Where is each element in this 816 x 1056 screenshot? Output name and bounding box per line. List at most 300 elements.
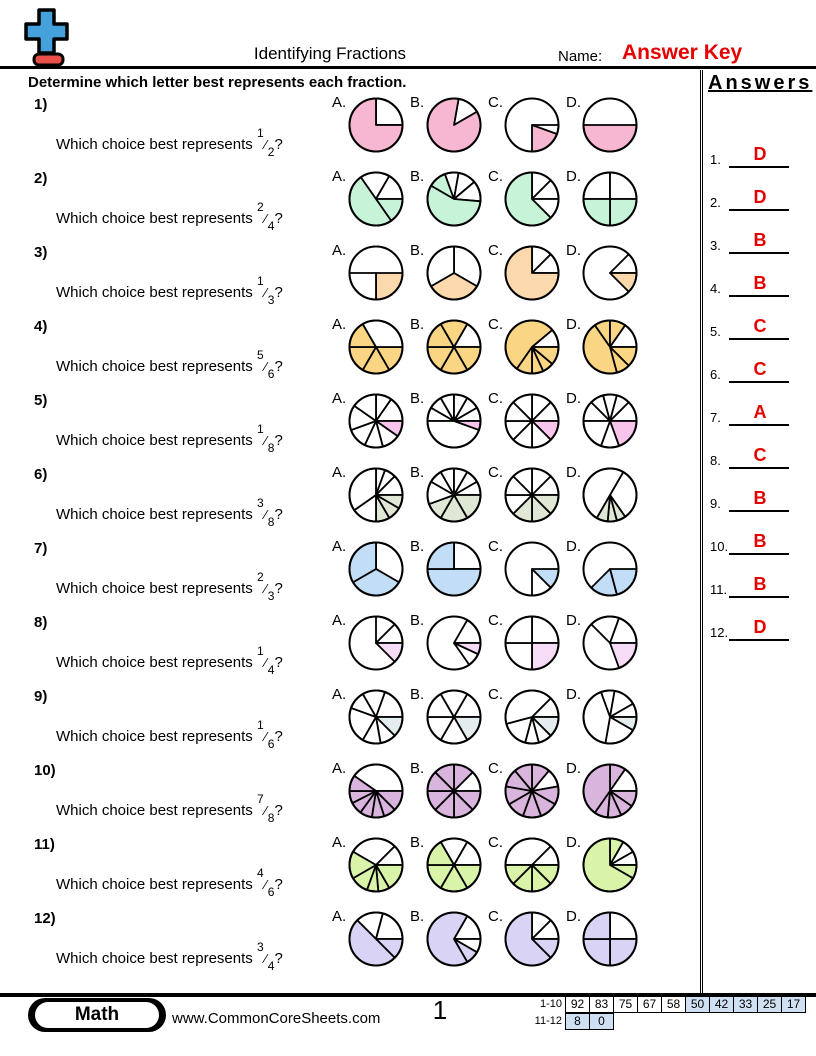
grading-row-label: 1-10 (539, 998, 562, 1010)
fraction-slash: ⁄ (264, 211, 267, 226)
name-label: Name: (558, 48, 603, 65)
pie-chart (347, 762, 405, 820)
fraction-numerator: 2 (256, 200, 264, 214)
pie-chart (503, 614, 561, 672)
choices-group (332, 756, 644, 828)
pie-chart (581, 244, 639, 302)
choice-option-a (332, 608, 410, 680)
header-divider (0, 66, 816, 69)
choice-option-a (332, 238, 410, 310)
question-mark: ? (274, 876, 283, 893)
choice-label: A. (332, 242, 347, 259)
answer-blank-line (729, 596, 789, 598)
prompt-text: Which choice best represents (56, 654, 257, 671)
choice-option-b (410, 312, 488, 384)
choice-label: D. (566, 94, 581, 111)
choice-label: D. (566, 612, 581, 629)
pie-chart (581, 688, 639, 746)
choice-label: A. (332, 686, 347, 703)
choice-option-d (566, 682, 644, 754)
choice-label: A. (332, 908, 347, 925)
choice-option-d (566, 534, 644, 606)
pie-chart (503, 170, 561, 228)
choice-label: D. (566, 168, 581, 185)
choice-label: B. (410, 168, 425, 185)
choice-option-b (410, 386, 488, 458)
answer-item (707, 519, 811, 555)
fraction-numerator: 1 (256, 274, 264, 288)
prompt-text: Which choice best represents (56, 950, 257, 967)
fraction-numerator: 4 (256, 866, 264, 880)
choices-group (332, 608, 644, 680)
question-mark: ? (274, 284, 283, 301)
answer-blank-line (729, 381, 789, 383)
choice-option-a (332, 312, 410, 384)
choice-option-d (566, 90, 644, 162)
fraction-denominator: 2 (267, 145, 275, 159)
pie-chart (503, 910, 561, 968)
fraction-numerator: 1 (256, 718, 264, 732)
grading-table-row (528, 996, 806, 1013)
question-mark: ? (274, 210, 283, 227)
question-number: 8) (34, 614, 48, 631)
answer-number: 9. (710, 496, 721, 511)
site-url: www.CommonCoreSheets.com (172, 1010, 381, 1027)
grading-score-cell: 58 (661, 996, 686, 1013)
answer-blank-line (729, 295, 789, 297)
answer-letter: C (753, 316, 767, 336)
fraction-numerator: 1 (256, 126, 264, 140)
question-prompt (56, 126, 283, 159)
choice-label: B. (410, 316, 425, 333)
subject-badge (28, 998, 166, 1032)
pie-chart (425, 170, 483, 228)
choices-group (332, 534, 644, 606)
fraction-numerator: 7 (256, 792, 264, 806)
choice-label: C. (488, 686, 503, 703)
answers-panel (700, 70, 816, 993)
choice-label: A. (332, 760, 347, 777)
fraction-numerator: 5 (256, 348, 264, 362)
choice-label: B. (410, 686, 425, 703)
choice-option-c (488, 682, 566, 754)
answer-item (707, 347, 811, 383)
choices-group (332, 830, 644, 902)
pie-chart (425, 466, 483, 524)
choice-option-c (488, 312, 566, 384)
grading-score-cell: 67 (637, 996, 662, 1013)
choice-option-a (332, 904, 410, 976)
question-row (0, 904, 700, 978)
fraction-denominator: 3 (267, 589, 275, 603)
answer-number: 11. (710, 582, 728, 597)
question-number: 4) (34, 318, 48, 335)
prompt-text: Which choice best represents (56, 432, 257, 449)
answer-item (707, 605, 811, 641)
choices-group (332, 682, 644, 754)
question-prompt (56, 644, 283, 677)
answer-item (707, 433, 811, 469)
choice-label: A. (332, 834, 347, 851)
fraction-denominator: 3 (267, 293, 275, 307)
choice-option-a (332, 460, 410, 532)
question-number: 12) (34, 910, 56, 927)
question-mark: ? (274, 728, 283, 745)
choice-label: C. (488, 908, 503, 925)
answer-blank-line (729, 209, 789, 211)
answer-item (707, 390, 811, 426)
fraction-slash: ⁄ (264, 951, 267, 966)
pie-chart (581, 170, 639, 228)
choice-label: A. (332, 316, 347, 333)
prompt-text: Which choice best represents (56, 728, 257, 745)
answer-number: 5. (710, 324, 721, 339)
pie-chart (347, 836, 405, 894)
fraction-slash: ⁄ (264, 507, 267, 522)
pie-chart (581, 540, 639, 598)
question-number: 7) (34, 540, 48, 557)
prompt-text: Which choice best represents (56, 358, 257, 375)
choice-label: B. (410, 538, 425, 555)
choice-option-a (332, 386, 410, 458)
fraction-denominator: 6 (267, 737, 275, 751)
question-mark: ? (274, 654, 283, 671)
answer-letter: C (753, 445, 767, 465)
grading-score-cell: 17 (781, 996, 806, 1013)
choice-option-b (410, 608, 488, 680)
choice-option-b (410, 756, 488, 828)
choice-option-c (488, 608, 566, 680)
choice-label: C. (488, 612, 503, 629)
answer-number: 8. (710, 453, 721, 468)
choice-option-a (332, 90, 410, 162)
choice-option-c (488, 830, 566, 902)
fraction-denominator: 4 (267, 219, 275, 233)
fraction-slash: ⁄ (264, 803, 267, 818)
choice-label: B. (410, 908, 425, 925)
answer-item (707, 304, 811, 340)
fraction-denominator: 6 (267, 367, 275, 381)
choice-label: C. (488, 390, 503, 407)
prompt-text: Which choice best represents (56, 580, 257, 597)
prompt-text: Which choice best represents (56, 802, 257, 819)
choice-label: B. (410, 612, 425, 629)
prompt-text: Which choice best represents (56, 210, 257, 227)
question-row (0, 238, 700, 312)
choice-label: A. (332, 168, 347, 185)
fraction-numerator: 2 (256, 570, 264, 584)
pie-chart (503, 540, 561, 598)
pie-chart (425, 392, 483, 450)
choice-option-b (410, 164, 488, 236)
answer-blank-line (729, 252, 789, 254)
choice-label: B. (410, 242, 425, 259)
pie-chart (347, 540, 405, 598)
choice-label: A. (332, 464, 347, 481)
choice-label: D. (566, 242, 581, 259)
answer-letter: D (753, 617, 767, 637)
pie-chart (503, 96, 561, 154)
answer-number: 10. (710, 539, 729, 554)
question-prompt (56, 792, 283, 825)
choice-option-d (566, 830, 644, 902)
choice-label: C. (488, 242, 503, 259)
answer-letter: D (753, 187, 767, 207)
answer-item (707, 562, 811, 598)
pie-chart (503, 836, 561, 894)
choice-option-c (488, 90, 566, 162)
grading-row-label: 11-12 (534, 1015, 562, 1027)
pie-chart (581, 466, 639, 524)
question-prompt (56, 422, 283, 455)
choice-option-a (332, 682, 410, 754)
choices-group (332, 90, 644, 162)
pie-chart (347, 244, 405, 302)
fraction-slash: ⁄ (264, 581, 267, 596)
question-mark: ? (274, 506, 283, 523)
choices-group (332, 164, 644, 236)
fraction-slash: ⁄ (264, 285, 267, 300)
grading-score-cell: 0 (589, 1013, 614, 1030)
answer-number: 1. (710, 152, 721, 167)
grading-score-cell: 8 (565, 1013, 590, 1030)
fraction-slash: ⁄ (264, 359, 267, 374)
choice-label: D. (566, 538, 581, 555)
pie-chart (347, 170, 405, 228)
pie-chart (347, 318, 405, 376)
answers-heading: Answers (708, 72, 813, 94)
choices-group (332, 238, 644, 310)
pie-chart (347, 614, 405, 672)
choice-option-b (410, 460, 488, 532)
answer-blank-line (729, 424, 789, 426)
choices-group (332, 312, 644, 384)
pie-chart (347, 910, 405, 968)
pie-chart (503, 688, 561, 746)
choice-option-a (332, 830, 410, 902)
choice-option-a (332, 534, 410, 606)
choices-group (332, 386, 644, 458)
question-row (0, 534, 700, 608)
question-mark: ? (274, 432, 283, 449)
answer-letter: B (753, 230, 767, 250)
choice-option-b (410, 238, 488, 310)
pie-chart (425, 244, 483, 302)
question-number: 11) (34, 836, 55, 853)
fraction-numerator: 3 (256, 940, 264, 954)
choice-option-c (488, 534, 566, 606)
pie-chart (503, 244, 561, 302)
grading-table-row (528, 1013, 614, 1030)
answer-blank-line (729, 510, 789, 512)
question-number: 6) (34, 466, 48, 483)
pie-chart (581, 910, 639, 968)
choice-option-d (566, 904, 644, 976)
choice-option-c (488, 756, 566, 828)
pie-chart (503, 318, 561, 376)
fraction-numerator: 1 (256, 644, 264, 658)
question-mark: ? (274, 358, 283, 375)
choice-option-b (410, 534, 488, 606)
answer-letter: B (753, 531, 767, 551)
pie-chart (503, 762, 561, 820)
question-prompt (56, 940, 283, 973)
question-prompt (56, 570, 283, 603)
answer-blank-line (729, 553, 789, 555)
choice-label: B. (410, 94, 425, 111)
answer-blank-line (729, 338, 789, 340)
fraction-denominator: 8 (267, 441, 275, 455)
question-mark: ? (274, 950, 283, 967)
choice-option-b (410, 904, 488, 976)
question-row (0, 312, 700, 386)
pie-chart (347, 466, 405, 524)
choice-option-d (566, 460, 644, 532)
fraction-denominator: 8 (267, 515, 275, 529)
pie-chart (425, 836, 483, 894)
choice-option-c (488, 238, 566, 310)
choice-label: B. (410, 760, 425, 777)
answer-letter: A (753, 402, 767, 422)
question-number: 9) (34, 688, 48, 705)
pie-chart (425, 910, 483, 968)
page-title: Identifying Fractions (253, 44, 407, 63)
choice-label: C. (488, 760, 503, 777)
choice-label: D. (566, 390, 581, 407)
pie-chart (581, 392, 639, 450)
grading-score-cell: 42 (709, 996, 734, 1013)
fraction-slash: ⁄ (264, 137, 267, 152)
question-mark: ? (274, 802, 283, 819)
question-row (0, 682, 700, 756)
answer-letter: B (753, 273, 767, 293)
grading-score-cell: 25 (757, 996, 782, 1013)
pie-chart (347, 96, 405, 154)
question-row (0, 460, 700, 534)
pie-chart (425, 688, 483, 746)
fraction-numerator: 1 (256, 422, 264, 436)
grading-score-cell: 33 (733, 996, 758, 1013)
choice-label: C. (488, 94, 503, 111)
answer-blank-line (729, 639, 789, 641)
choice-label: D. (566, 760, 581, 777)
pie-chart (425, 96, 483, 154)
choice-label: B. (410, 834, 425, 851)
question-prompt (56, 496, 283, 529)
answer-item (707, 476, 811, 512)
choice-label: A. (332, 538, 347, 555)
pie-chart (347, 688, 405, 746)
answer-letter: B (753, 488, 767, 508)
choice-option-b (410, 830, 488, 902)
answer-letter: B (753, 574, 767, 594)
subject-badge-label: Math (35, 1002, 159, 1028)
question-number: 1) (34, 96, 48, 113)
pie-chart (581, 762, 639, 820)
pie-chart (503, 392, 561, 450)
choice-label: A. (332, 612, 347, 629)
question-row (0, 608, 700, 682)
question-mark: ? (274, 136, 283, 153)
choice-label: C. (488, 538, 503, 555)
answer-number: 6. (710, 367, 721, 382)
choice-label: D. (566, 316, 581, 333)
pie-chart (581, 836, 639, 894)
grading-score-cell: 92 (565, 996, 590, 1013)
choice-option-c (488, 460, 566, 532)
pie-chart (425, 762, 483, 820)
question-prompt (56, 274, 283, 307)
question-prompt (56, 718, 283, 751)
answer-number: 2. (710, 195, 721, 210)
choices-group (332, 904, 644, 976)
choice-option-c (488, 164, 566, 236)
fraction-denominator: 8 (267, 811, 275, 825)
question-number: 10) (34, 762, 56, 779)
question-row (0, 756, 700, 830)
instruction-text: Determine which letter best represents each fraction. (28, 74, 407, 91)
choice-label: C. (488, 834, 503, 851)
answer-item (707, 218, 811, 254)
answer-number: 3. (710, 238, 721, 253)
choice-option-d (566, 238, 644, 310)
fraction-slash: ⁄ (264, 877, 267, 892)
answer-letter: C (753, 359, 767, 379)
question-prompt (56, 200, 283, 233)
fraction-denominator: 4 (267, 663, 275, 677)
answer-number: 4. (710, 281, 721, 296)
fraction-slash: ⁄ (264, 655, 267, 670)
question-number: 5) (34, 392, 48, 409)
grading-score-cell: 83 (589, 996, 614, 1013)
choice-option-d (566, 756, 644, 828)
choice-label: A. (332, 390, 347, 407)
choice-option-a (332, 164, 410, 236)
answer-item (707, 261, 811, 297)
choice-label: D. (566, 464, 581, 481)
choices-group (332, 460, 644, 532)
choice-label: C. (488, 316, 503, 333)
answer-key-label: Answer Key (622, 41, 743, 64)
pie-chart (581, 318, 639, 376)
answer-item (707, 175, 811, 211)
pie-chart (425, 540, 483, 598)
choice-option-b (410, 682, 488, 754)
answer-blank-line (729, 467, 789, 469)
pie-chart (425, 614, 483, 672)
question-prompt (56, 348, 283, 381)
choice-option-d (566, 386, 644, 458)
choice-option-a (332, 756, 410, 828)
pie-chart (425, 318, 483, 376)
choice-option-c (488, 904, 566, 976)
choice-label: D. (566, 908, 581, 925)
choice-label: B. (410, 464, 425, 481)
answer-letter: D (753, 144, 767, 164)
page-number: 1 (432, 995, 448, 1025)
grading-score-cell: 75 (613, 996, 638, 1013)
answer-blank-line (729, 166, 789, 168)
pie-chart (581, 96, 639, 154)
pie-chart (347, 392, 405, 450)
fraction-numerator: 3 (256, 496, 264, 510)
question-row (0, 90, 700, 164)
choice-option-d (566, 608, 644, 680)
fraction-denominator: 6 (267, 885, 275, 899)
fraction-slash: ⁄ (264, 433, 267, 448)
question-row (0, 386, 700, 460)
choice-label: B. (410, 390, 425, 407)
